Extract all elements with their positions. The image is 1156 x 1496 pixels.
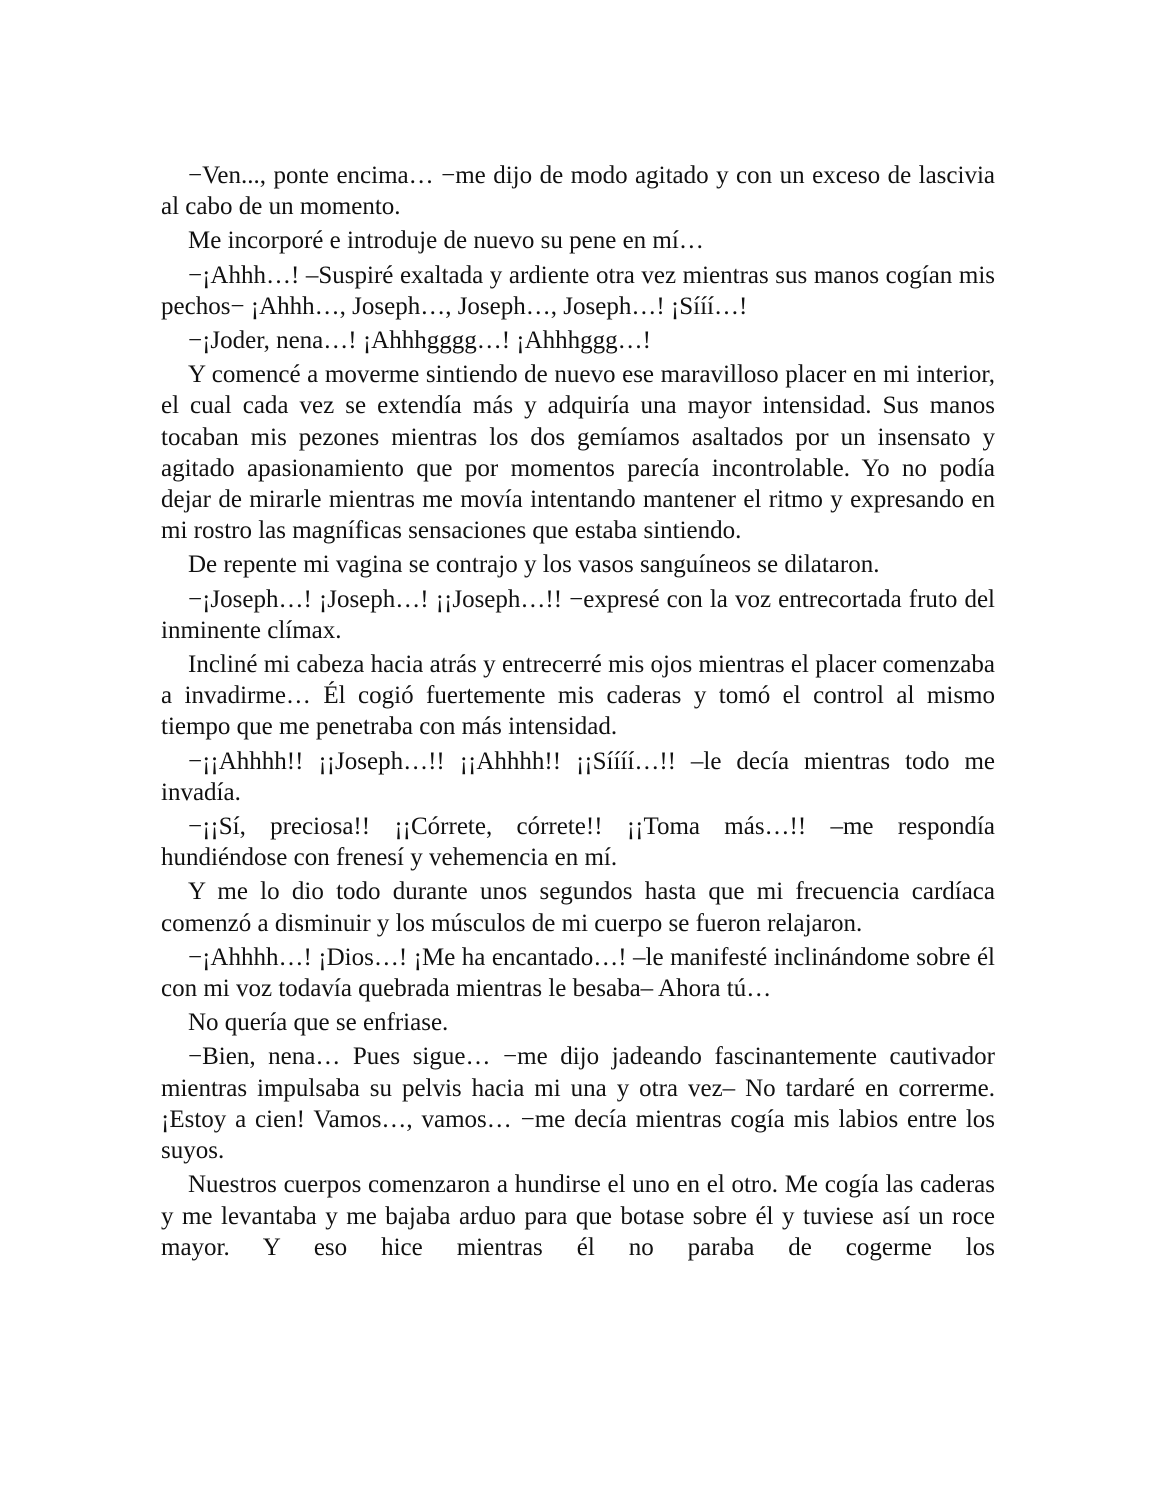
paragraph: −¡¡Sí, preciosa!! ¡¡Córrete, córrete!! ¡¡Toma más…!! –me respondía hundiéndose con frenesí y vehemencia en mí.	[161, 813, 995, 872]
paragraph: Nuestros cuerpos comenzaron a hundirse el uno en el otro. Me cogía las caderas y me levantaba y me bajaba arduo para que botase sobre él y tuviese así un roce mayor. Y eso hice mientras él no paraba de cogerme los	[161, 1171, 995, 1261]
paragraph: −¡Joseph…! ¡Joseph…! ¡¡Joseph…!! −expresé con la voz entrecortada fruto del inminente clímax.	[161, 585, 995, 644]
paragraph: −¡Ahhhh…! ¡Dios…! ¡Me ha encantado…! –le manifesté inclinándome sobre él con mi voz todavía quebrada mientras le besaba– Ahora tú…	[161, 943, 995, 1003]
paragraph: −¡Ahhh…! –Suspiré exaltada y ardiente otra vez mientras sus manos cogían mis pechos− ¡Ahhh…, Joseph…, Joseph…, Joseph…! ¡Sííí…!	[161, 261, 995, 320]
paragraph: −¡¡Ahhhh!! ¡¡Joseph…!! ¡¡Ahhhh!! ¡¡Síííí…!! –le decía mientras todo me invadía.	[161, 747, 995, 806]
paragraph: −Bien, nena… Pues sigue… −me dijo jadeando fascinantemente cautivador mientras impulsaba su pelvis hacia mi una y otra vez– No tardaré en correrme. ¡Estoy a cien! Vamos…, vamos… −me decía mientras cogía mis labios entre los suyos.	[161, 1043, 995, 1165]
page-body	[161, 160, 995, 1266]
paragraph: −Ven..., ponte encima… −me dijo de modo agitado y con un exceso de lascivia al cabo de un momento.	[161, 162, 995, 221]
paragraph: Incliné mi cabeza hacia atrás y entrecerré mis ojos mientras el placer comenzaba a invadirme… Él cogió fuertemente mis caderas y tomó el control al mismo tiempo que me penetraba con más intensidad.	[161, 651, 995, 741]
paragraph: Y comencé a moverme sintiendo de nuevo ese maravilloso placer en mi interior, el cual cada vez se extendía más y adquiría una mayor intensidad. Sus manos tocaban mis pezones mientras los dos gemíamos asaltados por un insensato y agitado apasionamiento que por momentos parecía incontrolable. Yo no podía dejar de mirarle mientras me movía intentando mantener el ritmo y expresando en mi rostro las magníficas sensaciones que estaba sintiendo.	[161, 361, 995, 545]
paragraph: Me incorporé e introduje de nuevo su pene en mí…	[188, 227, 704, 255]
paragraph: Y me lo dio todo durante unos segundos hasta que mi frecuencia cardíaca comenzó a disminuir y los músculos de mi cuerpo se fueron relajaron.	[161, 878, 995, 937]
paragraph: −¡Joder, nena…! ¡Ahhhgggg…! ¡Ahhhggg…!	[188, 327, 652, 355]
paragraph: De repente mi vagina se contrajo y los vasos sanguíneos se dilataron.	[188, 551, 880, 579]
paragraph: No quería que se enfriase.	[188, 1009, 449, 1037]
